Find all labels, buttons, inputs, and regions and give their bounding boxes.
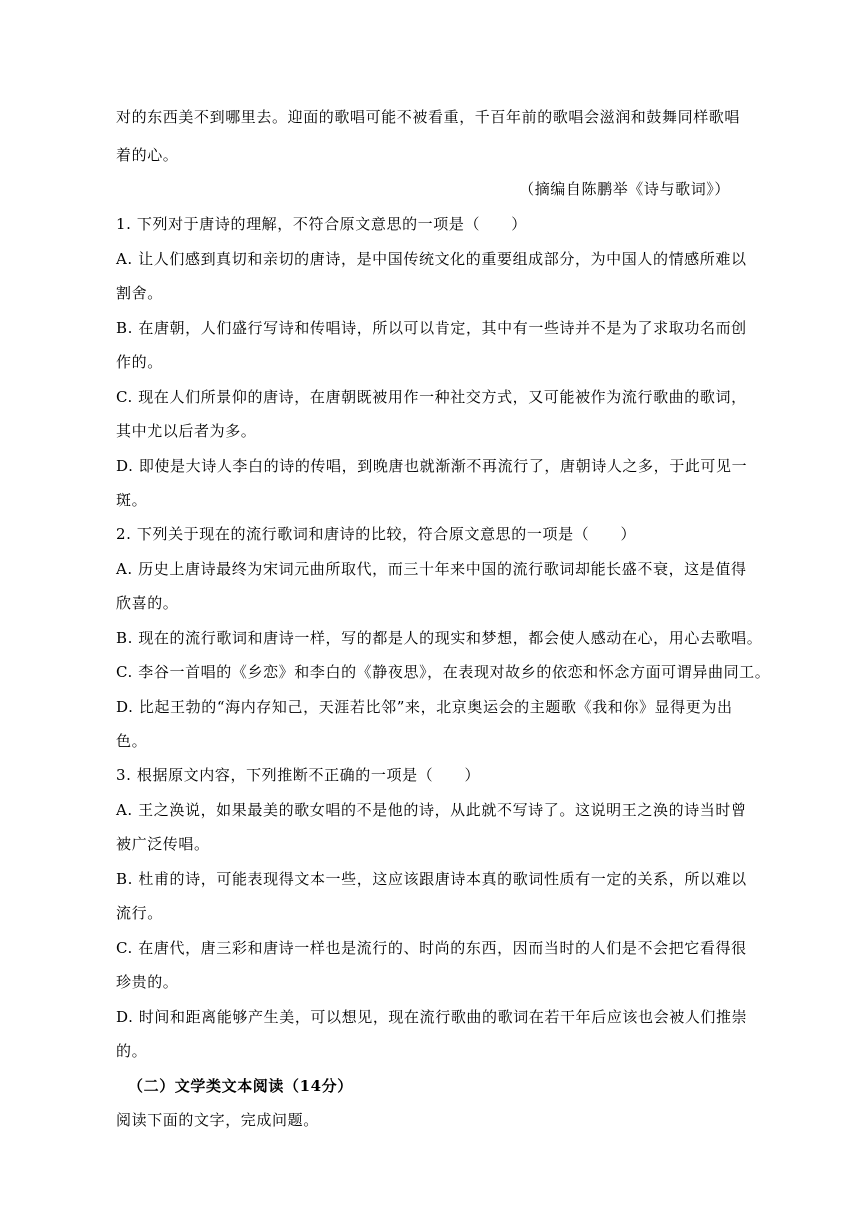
question-3-option-c: C. 在唐代，唐三彩和唐诗一样也是流行的、时尚的东西，因而当时的人们是不会把它看得很 bbox=[116, 939, 747, 957]
question-1-option-d: D. 即使是大诗人李白的诗的传唱，到晚唐也就渐渐不再流行了，唐朝诗人之多，于此可见一 bbox=[116, 457, 748, 475]
question-3-stem: 3. 根据原文内容，下列推断不正确的一项是（ ） bbox=[116, 766, 481, 784]
question-1-option-d-cont: 斑。 bbox=[116, 491, 148, 509]
question-1-option-b: B. 在唐朝，人们盛行写诗和传唱诗，所以可以肯定，其中有一些诗并不是为了求取功名而创 bbox=[116, 319, 747, 337]
question-3-option-b-cont: 流行。 bbox=[116, 904, 163, 922]
question-1-option-c-cont: 其中尤以后者为多。 bbox=[116, 422, 257, 440]
question-3-option-d: D. 时间和距离能够产生美，可以想见，现在流行歌曲的歌词在若干年后应该也会被人们推崇 bbox=[116, 1008, 748, 1026]
question-2-option-d-cont: 色。 bbox=[116, 732, 148, 750]
question-2-stem: 2. 下列关于现在的流行歌词和唐诗的比较，符合原文意思的一项是（ ） bbox=[116, 525, 637, 543]
question-1-stem: 1. 下列对于唐诗的理解，不符合原文意思的一项是（ ） bbox=[116, 215, 527, 233]
question-3-option-d-cont: 的。 bbox=[116, 1042, 148, 1060]
question-3-option-b: B. 杜甫的诗，可能表现得文本一些，这应该跟唐诗本真的歌词性质有一定的关系，所以难以 bbox=[116, 870, 747, 888]
passage-line: 对的东西美不到哪里去。迎面的歌唱可能不被看重，千百年前的歌唱会滋润和鼓舞同样歌唱 bbox=[116, 108, 741, 126]
question-2-option-b: B. 现在的流行歌词和唐诗一样，写的都是人的现实和梦想，都会使人感动在心，用心去歌唱。 bbox=[116, 629, 763, 647]
question-3-option-c-cont: 珍贵的。 bbox=[116, 973, 179, 991]
question-1-option-c: C. 现在人们所景仰的唐诗，在唐朝既被用作一种社交方式，又可能被作为流行歌曲的歌词， bbox=[116, 388, 747, 406]
question-3-option-a-cont: 被广泛传唱。 bbox=[116, 835, 210, 853]
source-citation: （摘编自陈鹏举《诗与歌词》） bbox=[519, 180, 730, 198]
question-1-option-a: A. 让人们感到真切和亲切的唐诗，是中国传统文化的重要组成部分，为中国人的情感所难以 bbox=[116, 250, 747, 268]
question-1-option-b-cont: 作的。 bbox=[116, 353, 163, 371]
question-2-option-a-cont: 欣喜的。 bbox=[116, 594, 179, 612]
reading-instruction: 阅读下面的文字，完成问题。 bbox=[116, 1111, 319, 1129]
question-2-option-c: C. 李谷一首唱的《乡恋》和李白的《静夜思》，在表现对故乡的依恋和怀念方面可谓异曲同工。 bbox=[116, 663, 771, 681]
question-2-option-d: D. 比起王勃的“海内存知己，天涯若比邻”来，北京奥运会的主题歌《我和你》显得更为出 bbox=[116, 698, 733, 716]
question-3-option-a: A. 王之涣说，如果最美的歌女唱的不是他的诗，从此就不写诗了。这说明王之涣的诗当时曾 bbox=[116, 801, 747, 819]
question-1-option-a-cont: 割舍。 bbox=[116, 284, 163, 302]
question-2-option-a: A. 历史上唐诗最终为宋词元曲所取代，而三十年来中国的流行歌词却能长盛不衰，这是值得 bbox=[116, 560, 747, 578]
passage-line: 着的心。 bbox=[116, 146, 179, 164]
section-heading: （二）文学类文本阅读（14分） bbox=[128, 1077, 353, 1095]
